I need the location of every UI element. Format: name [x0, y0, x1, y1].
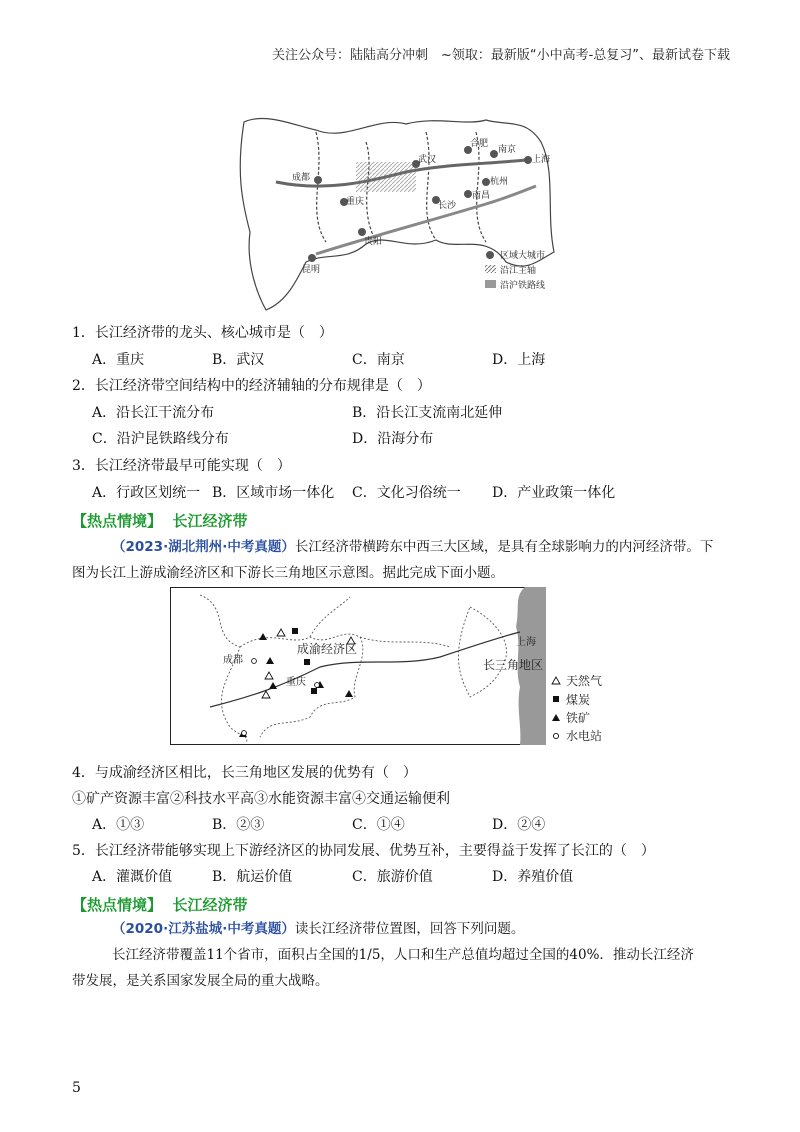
intro-1-line-2: 图为长江上游成渝经济区和下游长三角地区示意图。据此完成下面小题。 — [72, 565, 504, 581]
question-5-option-c[interactable]: C．旅游价值 — [352, 869, 433, 885]
map2-label-delta: 长三角地区 — [483, 658, 544, 672]
question-1-option-b[interactable]: B．武汉 — [212, 352, 265, 368]
question-3-option-c[interactable]: C．文化习俗统一 — [352, 485, 461, 501]
header-note: 关注公众号：陆陆高分冲刺 ~领取：最新版“小中高考-总复习”、最新试卷下载 — [271, 48, 730, 63]
intro-text: 读长江经济带位置图，回答下列问题。 — [294, 921, 525, 937]
question-1-option-c[interactable]: C．南京 — [352, 352, 405, 368]
question-4-option-b[interactable]: B．②③ — [212, 817, 265, 833]
map1-city-label: 长沙 — [438, 201, 457, 211]
yangtze-structure-map — [236, 112, 566, 314]
map2-label-chengyu: 成渝经济区 — [297, 642, 358, 656]
question-5-option-d[interactable]: D．养殖价值 — [492, 869, 574, 885]
section-heading-2 — [72, 894, 247, 915]
map2-legend-coal: 煤炭 — [566, 693, 591, 707]
map2-label-shanghai: 上海 — [516, 637, 536, 648]
section-bracket: 【热点情境】 — [72, 512, 163, 530]
map1-city-label: 成都 — [292, 173, 311, 183]
question-1-stem: 1．长江经济带的龙头、核心城市是（ ） — [72, 325, 333, 341]
intro-2-paragraph-line-1: 长江经济带覆盖11个省市，面积占全国的1/5，人口和生产总值均超过全国的40%．推动长江经济 — [112, 947, 694, 963]
map1-city-label: 上海 — [532, 155, 551, 165]
question-4-option-d[interactable]: D．②④ — [492, 817, 546, 833]
map2-label-chengdu: 成都 — [223, 655, 243, 666]
intro-2-line — [112, 916, 524, 942]
chengyu-delta-map — [170, 587, 546, 745]
question-2-option-a[interactable]: A．沿长江干流分布 — [92, 405, 215, 421]
map2-legend-hydro: 水电站 — [566, 729, 603, 743]
question-4-stem: 4．与成渝经济区相比，长三角地区发展的优势有（ ） — [72, 765, 417, 781]
question-2-option-d[interactable]: D．沿海分布 — [352, 431, 434, 447]
section-title: 长江经济带 — [172, 512, 248, 530]
question-4-option-c[interactable]: C．①④ — [352, 817, 405, 833]
map1-city-label: 杭州 — [490, 177, 509, 187]
question-4-option-a[interactable]: A．①③ — [92, 817, 145, 833]
map1-city-label: 武汉 — [418, 155, 437, 165]
map1-legend-item: 沿沪铁路线 — [500, 281, 546, 291]
section-title: 长江经济带 — [172, 896, 248, 914]
map1-legend-item: 沿江主轴 — [500, 266, 537, 276]
question-5-option-b[interactable]: B．航运价值 — [212, 869, 293, 885]
map1-legend-item: 区域大城市 — [500, 251, 546, 261]
question-1-option-a[interactable]: A．重庆 — [92, 352, 145, 368]
question-5-stem: 5．长江经济带能够实现上下游经济区的协同发展、优势互补，主要得益于发挥了长江的（ ） — [72, 843, 655, 859]
map1-city-label: 合肥 — [470, 139, 489, 149]
question-4-statements: ①矿产资源丰富②科技水平高③水能资源丰富④交通运输便利 — [72, 791, 450, 807]
question-3-stem: 3．长江经济带最早可能实现（ ） — [72, 458, 291, 474]
question-2-option-b[interactable]: B．沿长江支流南北延伸 — [352, 405, 503, 421]
question-3-option-a[interactable]: A．行政区划统一 — [92, 485, 201, 501]
map1-city-label: 贵阳 — [364, 237, 383, 247]
map1-city-label: 昆明 — [302, 265, 321, 275]
map2-legend — [546, 670, 656, 750]
question-3-option-d[interactable]: D．产业政策一体化 — [492, 485, 616, 501]
question-2-stem: 2．长江经济带空间结构中的经济辅轴的分布规律是（ ） — [72, 378, 431, 394]
question-5-option-a[interactable]: A．灌溉价值 — [92, 869, 173, 885]
question-source: （2023·湖北荆州·中考真题） — [112, 539, 295, 555]
intro-1-line-1 — [112, 534, 713, 560]
page-number: 5 — [72, 1080, 81, 1096]
map2-label-chongqing: 重庆 — [286, 677, 306, 688]
map1-city-label: 重庆 — [346, 197, 365, 207]
intro-2-paragraph-line-2: 带发展，是关系国家发展全局的重大战略。 — [72, 973, 329, 989]
map1-city-label: 南京 — [498, 145, 517, 155]
intro-text: 长江经济带横跨东中西三大区域，是具有全球影响力的内河经济带。下 — [294, 539, 714, 555]
question-2-option-c[interactable]: C．沿沪昆铁路线分布 — [92, 431, 229, 447]
map2-legend-iron: 铁矿 — [566, 711, 591, 725]
map2-legend-gas: 天然气 — [566, 674, 603, 688]
question-1-option-d[interactable]: D．上海 — [492, 352, 546, 368]
section-heading-1 — [72, 510, 247, 531]
question-source: （2020·江苏盐城·中考真题） — [112, 921, 295, 937]
map1-city-label: 南昌 — [472, 191, 491, 201]
question-3-option-b[interactable]: B．区域市场一体化 — [212, 485, 335, 501]
section-bracket: 【热点情境】 — [72, 896, 163, 914]
